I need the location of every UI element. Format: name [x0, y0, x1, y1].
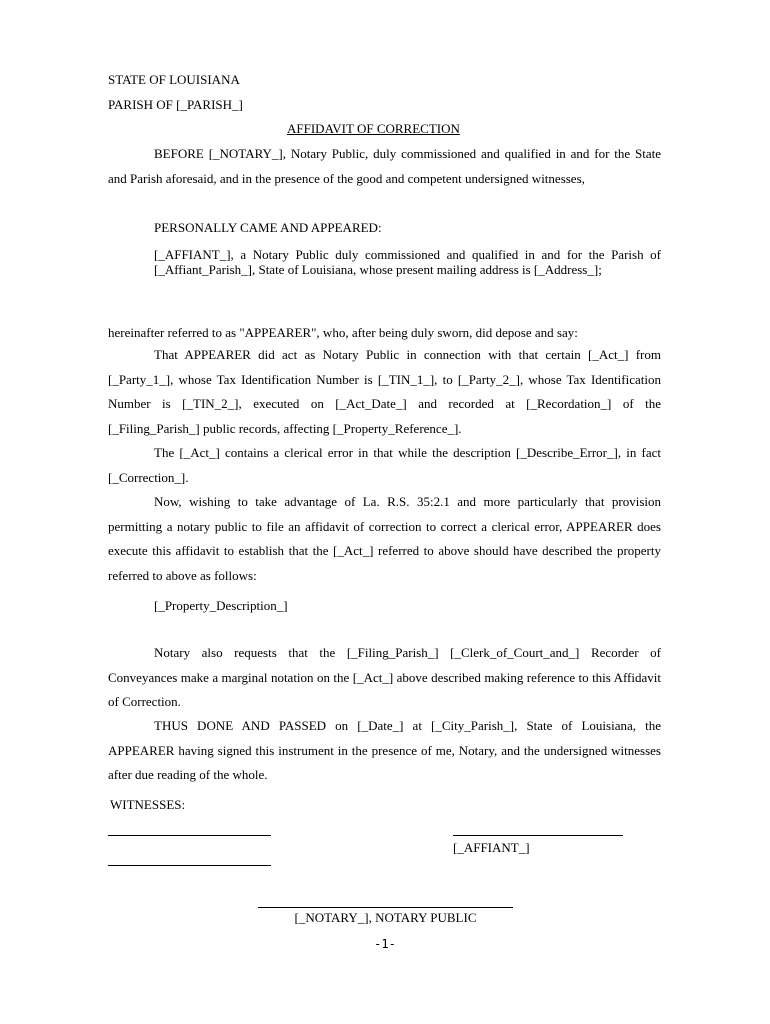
affiant-signature-label: [_AFFIANT_] — [453, 840, 530, 855]
property-description: [_Property_Description_] — [154, 598, 288, 613]
paragraph-error: The [_Act_] contains a clerical error in that while the description [_Describe_Error_], in fact [_Correction_]. — [108, 445, 661, 485]
state-heading: STATE OF LOUISIANA — [108, 72, 240, 87]
paragraph-before: BEFORE [_NOTARY_], Notary Public, duly commissioned and qualified in and for the State and Parish aforesaid, and in the presence of the good and competent undersigned witnesses, — [108, 146, 661, 186]
paragraph-appeared: PERSONALLY CAME AND APPEARED: — [154, 220, 382, 235]
witness-2-signature-line — [108, 865, 271, 866]
notary-signature-line — [258, 907, 513, 908]
parish-heading: PARISH OF [_PARISH_] — [108, 97, 243, 112]
paragraph-that: That APPEARER did act as Notary Public in connection with that certain [_Act_] from [_Party_1_], whose Tax Identification Number is [_TIN_1_], to [_Party_2_], whose Tax Identification Number is [_TIN_2_], executed on [_Act_Date_] and recorded at [_Recordation_] of the [_Filing_Parish_] public records, affecting [_Property_Reference_]. — [108, 347, 661, 436]
page-number: -1- — [374, 937, 396, 951]
paragraph-hereinafter: hereinafter referred to as "APPEARER", who, after being duly sworn, did depose and say: — [108, 325, 578, 340]
paragraph-notary-requests: Notary also requests that the [_Filing_Parish_] [_Clerk_of_Court_and_] Recorder of Conveyances make a marginal notation on the [_Act_] above described making reference to this Affidavit of Correction. — [108, 645, 661, 709]
paragraph-thus: THUS DONE AND PASSED on [_Date_] at [_City_Parish_], State of Louisiana, the APPEARER having signed this instrument in the presence of me, Notary, and the undersigned witnesses after due reading of the whole. — [108, 718, 661, 782]
affiant-block: [_AFFIANT_], a Notary Public duly commissioned and qualified in and for the Parish of [_Affiant_Parish_], State of Louisiana, whose present mailing address is [_Address_]; — [154, 247, 661, 277]
witness-1-signature-line — [108, 835, 271, 836]
paragraph-now: Now, wishing to take advantage of La. R.S. 35:2.1 and more particularly that provision permitting a notary public to file an affidavit of correction to correct a clerical error, APPEARER does execute this affidavit to establish that the [_Act_] referred to above should have described the property referred to above as follows: — [108, 494, 661, 583]
witnesses-label: WITNESSES: — [110, 797, 186, 812]
affiant-signature-line — [453, 835, 623, 836]
document-title: AFFIDAVIT OF CORRECTION — [287, 121, 460, 136]
notary-signature-label: [_NOTARY_], NOTARY PUBLIC — [294, 910, 477, 925]
